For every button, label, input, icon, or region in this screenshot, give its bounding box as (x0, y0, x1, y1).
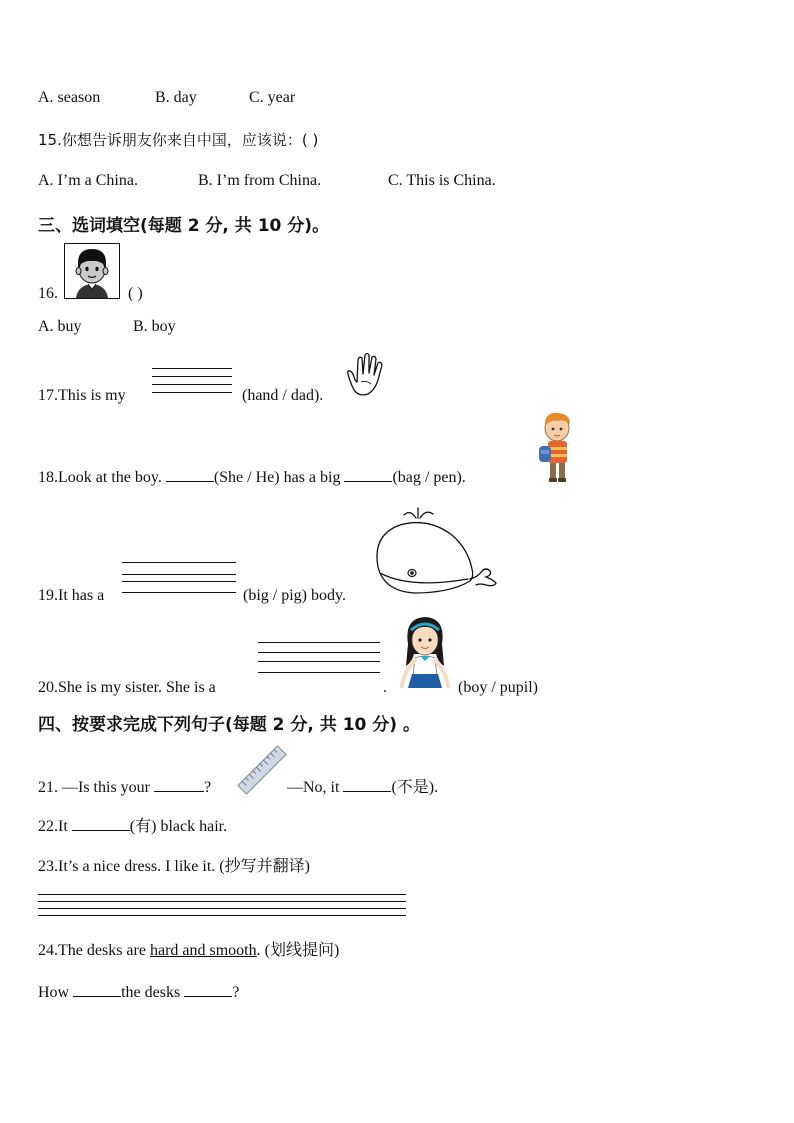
q24-part-2: . (划线提问) (256, 942, 340, 959)
q15-option-a: A. I’m a China. (38, 172, 138, 189)
q18-blank-2[interactable] (344, 467, 392, 482)
q20-suffix: (boy / pupil) (458, 679, 538, 696)
q19-writing-lines[interactable] (122, 562, 236, 600)
q21-part-4: (不是). (391, 779, 439, 796)
q22-part-2: (有) black hair. (129, 818, 228, 835)
q15-option-c: C. This is China. (388, 172, 496, 189)
section-3-heading: 三、选词填空(每题 2 分, 共 10 分)。 (38, 216, 330, 236)
q22-blank[interactable] (72, 816, 130, 831)
q21-part-1: 21. —Is this your (38, 779, 150, 796)
q18-sentence (38, 467, 466, 488)
q19-prefix: 19.It has a (38, 587, 105, 604)
q22-sentence (38, 816, 227, 837)
q17-writing-lines[interactable] (152, 368, 232, 400)
q16-option-b: B. boy (133, 318, 176, 335)
q14-option-c: C. year (249, 89, 296, 106)
q16-option-a: A. buy (38, 318, 82, 335)
q24b-blank-1[interactable] (73, 982, 121, 997)
q15-stem: 15.你想告诉朋友你来自中国，应该说：( ) (38, 131, 319, 149)
q24-sentence (38, 941, 339, 961)
q21-reply (287, 777, 438, 798)
section-4-heading: 四、按要求完成下列句子(每题 2 分, 共 10 分) 。 (38, 715, 420, 735)
q20-writing-lines[interactable] (258, 642, 380, 680)
boy-face-image (64, 243, 120, 299)
q21-blank-2[interactable] (343, 777, 391, 792)
q18-blank-1[interactable] (166, 467, 214, 482)
q21-part-3: —No, it (287, 779, 340, 796)
q18-part-2: (She / He) has a big (213, 469, 341, 486)
q14-option-b: B. day (155, 89, 197, 106)
girl-image (398, 614, 452, 694)
q23-writing-lines[interactable] (38, 894, 406, 923)
q17-suffix: (hand / dad). (242, 387, 324, 404)
q24b-part-1: How (38, 984, 70, 1001)
q21-part-2: ? (204, 779, 212, 796)
q17-prefix: 17.This is my (38, 387, 126, 404)
q23-stem: 23.It’s a nice dress. I like it. (抄写并翻译) (38, 858, 310, 875)
q24b-part-3: ? (232, 984, 240, 1001)
whale-image (370, 505, 500, 597)
q24-underlined-phrase: hard and smooth (149, 942, 257, 959)
q20-prefix: 20.She is my sister. She is a (38, 679, 216, 696)
q24b-blank-2[interactable] (184, 982, 232, 997)
q19-suffix: (big / pig) body. (243, 587, 346, 604)
q18-part-3: (bag / pen). (392, 469, 466, 486)
q20-period: . (383, 679, 387, 696)
q24-part-1: 24.The desks are (38, 942, 146, 959)
q18-part-1: 18.Look at the boy. (38, 469, 162, 486)
q16-number: 16. (38, 285, 58, 302)
q24-answer-line (38, 982, 239, 1003)
q24b-part-2: the desks (121, 984, 181, 1001)
boy-with-bag-image (536, 410, 576, 484)
q14-option-a: A. season (38, 89, 101, 106)
q21-sentence (38, 777, 211, 798)
q21-blank-1[interactable] (154, 777, 204, 792)
ruler-image (236, 744, 288, 796)
q15-option-b: B. I’m from China. (198, 172, 322, 189)
hand-image (344, 350, 388, 398)
q16-answer-paren: ( ) (128, 285, 143, 302)
q22-part-1: 22.It (38, 818, 68, 835)
